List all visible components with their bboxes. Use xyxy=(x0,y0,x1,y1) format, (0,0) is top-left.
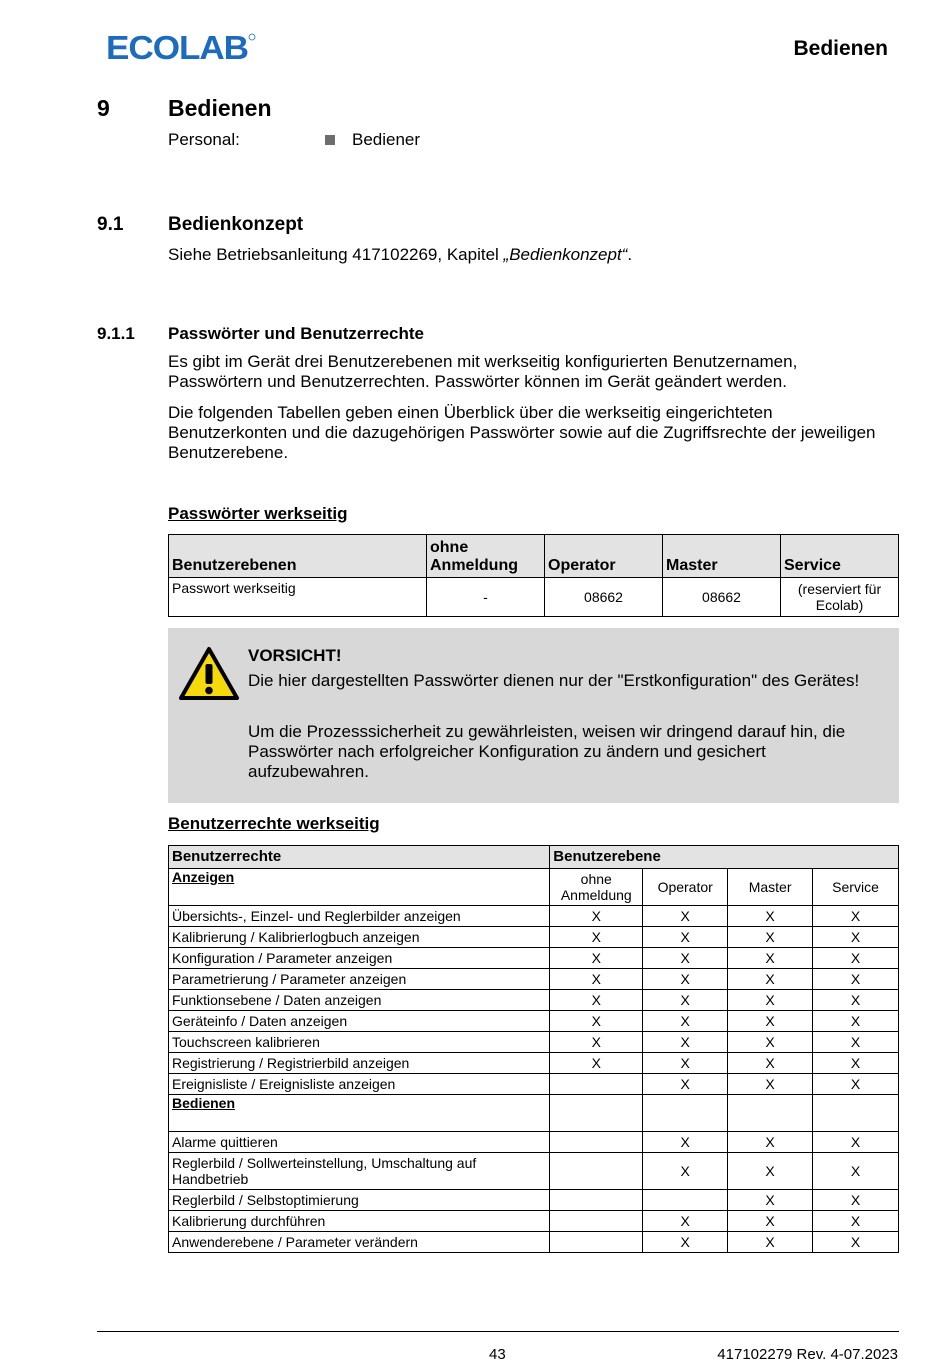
permission-cell: X xyxy=(728,927,813,948)
password-table xyxy=(168,534,899,617)
cell: (reserviert für Ecolab) xyxy=(781,578,899,617)
permission-cell: X xyxy=(813,927,899,948)
paragraph-user-levels: Es gibt im Gerät drei Benutzerebenen mit werkseitig konfigurierten Benutzernamen, Passwörtern und Benutzerrechten. Passwörter können im Gerät geändert werden. xyxy=(168,352,798,391)
right-label: Touchscreen kalibrieren xyxy=(169,1032,550,1053)
permission-cell: X xyxy=(643,1053,728,1074)
table-row xyxy=(169,1232,899,1253)
permission-cell: X xyxy=(728,1232,813,1253)
header-cell: Master xyxy=(663,535,781,578)
permission-cell: X xyxy=(643,1232,728,1253)
permission-cell: X xyxy=(728,1032,813,1053)
header-cell: ohne Anmeldung xyxy=(427,535,545,578)
permission-cell: X xyxy=(643,906,728,927)
table-row xyxy=(169,1190,899,1211)
subsection-title: Bedienkonzept xyxy=(168,214,304,235)
permission-cell: X xyxy=(728,1074,813,1095)
permission-cell: X xyxy=(728,1053,813,1074)
document-revision: 417102279 Rev. 4-07.2023 xyxy=(717,1346,898,1363)
rights-group-row xyxy=(169,1095,899,1132)
caution-text-2: Um die Prozesssicherheit zu gewährleisten, weisen wir dringend darauf hin, die Passwörter nach erfolgreicher Konfiguration zu ändern und gesichert aufzubewahren. xyxy=(248,722,846,781)
cell: Passwort werkseitig xyxy=(169,578,427,617)
bullet-square-icon xyxy=(325,135,335,145)
permission-cell: X xyxy=(728,948,813,969)
level-cell: Operator xyxy=(643,869,728,906)
right-label: Reglerbild / Sollwerteinstellung, Umschaltung auf Handbetrieb xyxy=(169,1153,550,1190)
permission-cell: X xyxy=(813,906,899,927)
permission-cell: X xyxy=(643,1153,728,1190)
permission-cell: X xyxy=(550,990,643,1011)
cell: - xyxy=(427,578,545,617)
header-cell: Benutzerebene xyxy=(550,846,899,869)
reference-suffix: . xyxy=(627,245,633,264)
subsection-number: 9.1 xyxy=(97,214,124,235)
permission-cell: X xyxy=(550,1032,643,1053)
caution-title: VORSICHT! xyxy=(248,646,342,665)
level-cell: Service xyxy=(813,869,899,906)
cell xyxy=(550,1095,643,1132)
password-table-caption: Passwörter werkseitig xyxy=(168,504,348,523)
right-label: Konfiguration / Parameter anzeigen xyxy=(169,948,550,969)
permission-cell: X xyxy=(813,1153,899,1190)
permission-cell: X xyxy=(643,948,728,969)
right-label: Alarme quittieren xyxy=(169,1132,550,1153)
right-label: Geräteinfo / Daten anzeigen xyxy=(169,1011,550,1032)
permission-cell: X xyxy=(813,990,899,1011)
rights-group-bedienen xyxy=(169,1132,899,1253)
permission-cell: X xyxy=(643,1011,728,1032)
level-cell: ohne Anmeldung xyxy=(550,869,643,906)
header-cell: Operator xyxy=(545,535,663,578)
table-row xyxy=(169,1011,899,1032)
right-label: Anwenderebene / Parameter verändern xyxy=(169,1232,550,1253)
permission-cell: X xyxy=(813,948,899,969)
permission-cell: X xyxy=(550,1053,643,1074)
permission-cell: X xyxy=(550,948,643,969)
table-row xyxy=(169,1132,899,1153)
permission-cell: X xyxy=(728,1153,813,1190)
permission-cell: X xyxy=(728,906,813,927)
warning-triangle-icon xyxy=(178,646,240,707)
permission-cell: X xyxy=(550,1011,643,1032)
reference-emphasis: „Bedienkonzept“ xyxy=(503,245,628,264)
permission-cell: X xyxy=(813,1190,899,1211)
permission-cell xyxy=(550,1132,643,1153)
permission-cell: X xyxy=(643,1074,728,1095)
reference-text xyxy=(168,245,632,265)
group-label: Anzeigen xyxy=(169,869,550,906)
paragraph-tables-overview: Die folgenden Tabellen geben einen Überblick über die werkseitig eingerichteten Benutzerkonten und die dazugehörigen Passwörter sowie auf die Zugriffsrechte der jeweiligen Benutzerebene. xyxy=(168,403,876,462)
permission-cell: X xyxy=(728,1132,813,1153)
permission-cell xyxy=(550,1211,643,1232)
permission-cell xyxy=(550,1153,643,1190)
permission-cell: X xyxy=(813,1132,899,1153)
table-row xyxy=(169,927,899,948)
permission-cell: X xyxy=(813,1032,899,1053)
personal-label: Personal: xyxy=(168,130,240,149)
footer-divider xyxy=(97,1331,899,1332)
table-row xyxy=(169,1074,899,1095)
right-label: Ereignisliste / Ereignisliste anzeigen xyxy=(169,1074,550,1095)
section-title: Bedienen xyxy=(168,95,272,121)
right-label: Registrierung / Registrierbild anzeigen xyxy=(169,1053,550,1074)
rights-levels-row xyxy=(169,869,899,906)
permission-cell: X xyxy=(643,927,728,948)
permission-cell: X xyxy=(550,969,643,990)
group-label: Bedienen xyxy=(169,1095,550,1132)
rights-table-header xyxy=(169,846,899,869)
permission-cell xyxy=(550,1190,643,1211)
cell xyxy=(643,1095,728,1132)
permission-cell: X xyxy=(550,906,643,927)
section-number: 9 xyxy=(97,95,110,121)
permission-cell xyxy=(550,1074,643,1095)
caution-box xyxy=(168,628,899,803)
right-label: Kalibrierung durchführen xyxy=(169,1211,550,1232)
permission-cell: X xyxy=(813,1011,899,1032)
logo-wordmark: ECOLAB xyxy=(106,30,249,64)
table-row xyxy=(169,948,899,969)
cell xyxy=(728,1095,813,1132)
rights-table-caption: Benutzerrechte werkseitig xyxy=(168,814,380,833)
table-row xyxy=(169,990,899,1011)
permission-cell: X xyxy=(550,927,643,948)
subsubsection-number: 9.1.1 xyxy=(97,324,135,343)
permission-cell: X xyxy=(813,1053,899,1074)
permission-cell: X xyxy=(728,990,813,1011)
ecolab-logo xyxy=(106,30,256,64)
right-label: Funktionsebene / Daten anzeigen xyxy=(169,990,550,1011)
page-number: 43 xyxy=(489,1346,506,1363)
header-cell: Benutzerebenen xyxy=(169,535,427,578)
header-cell: Service xyxy=(781,535,899,578)
right-label: Kalibrierung / Kalibrierlogbuch anzeigen xyxy=(169,927,550,948)
permission-cell: X xyxy=(813,1232,899,1253)
permission-cell: X xyxy=(813,1211,899,1232)
password-table-header xyxy=(169,535,899,578)
cell xyxy=(813,1095,899,1132)
table-row xyxy=(169,969,899,990)
personal-value: Bediener xyxy=(352,130,421,149)
permission-cell: X xyxy=(643,990,728,1011)
level-cell: Master xyxy=(728,869,813,906)
permission-cell xyxy=(550,1232,643,1253)
permission-cell: X xyxy=(813,1074,899,1095)
permission-cell: X xyxy=(728,969,813,990)
permission-cell: X xyxy=(728,1211,813,1232)
cell: 08662 xyxy=(663,578,781,617)
permission-cell: X xyxy=(643,1132,728,1153)
table-row xyxy=(169,906,899,927)
right-label: Übersichts-, Einzel- und Reglerbilder anzeigen xyxy=(169,906,550,927)
permission-cell: X xyxy=(728,1190,813,1211)
permission-cell: X xyxy=(728,1011,813,1032)
rights-table xyxy=(168,845,899,1253)
permission-cell: X xyxy=(643,1032,728,1053)
table-row xyxy=(169,1211,899,1232)
header-cell: Benutzerrechte xyxy=(169,846,550,869)
permission-cell: X xyxy=(813,969,899,990)
table-row xyxy=(169,1153,899,1190)
cell: 08662 xyxy=(545,578,663,617)
table-row xyxy=(169,1053,899,1074)
caution-text-1: Die hier dargestellten Passwörter dienen nur der "Erstkonfiguration" des Gerätes! xyxy=(248,671,860,690)
right-label: Parametrierung / Parameter anzeigen xyxy=(169,969,550,990)
reference-prefix: Siehe Betriebsanleitung 417102269, Kapitel xyxy=(168,245,504,264)
permission-cell xyxy=(643,1190,728,1211)
rights-group-anzeigen xyxy=(169,906,899,1095)
header-title: Bedienen xyxy=(793,37,888,60)
right-label: Reglerbild / Selbstoptimierung xyxy=(169,1190,550,1211)
permission-cell: X xyxy=(643,969,728,990)
subsubsection-title: Passwörter und Benutzerrechte xyxy=(168,324,425,343)
password-table-row xyxy=(169,578,899,617)
table-row xyxy=(169,1032,899,1053)
permission-cell: X xyxy=(643,1211,728,1232)
